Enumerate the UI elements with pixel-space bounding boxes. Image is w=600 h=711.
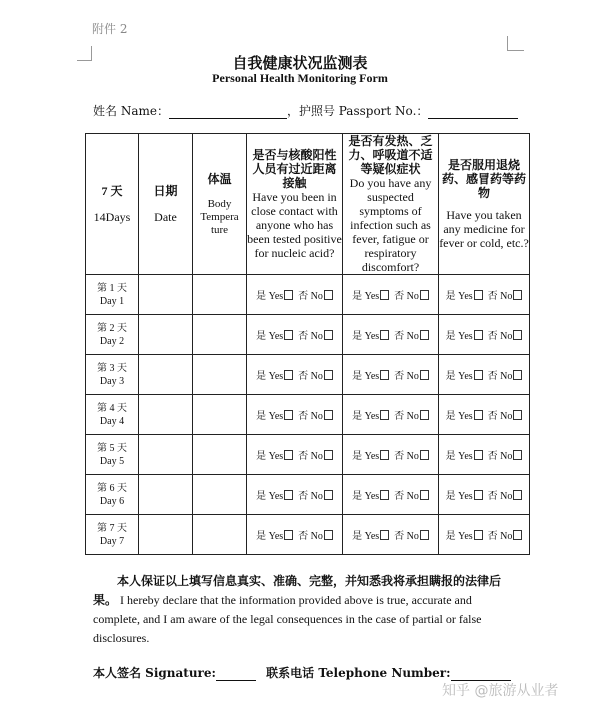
no-option[interactable]: 否 No — [488, 411, 523, 422]
symptoms-choice-cell — [343, 315, 439, 355]
attachment-label: 附件 2 — [92, 22, 128, 36]
header-temperature: 体温 Body Tempera ture — [193, 134, 247, 275]
no-option[interactable]: 否 No — [394, 451, 429, 462]
contact-choice-cell — [247, 355, 343, 395]
table-header-row — [86, 134, 530, 275]
checkbox-icon[interactable] — [513, 490, 522, 500]
checkbox-icon[interactable] — [324, 370, 333, 380]
date-cell[interactable] — [139, 475, 193, 515]
contact-choice-cell — [247, 435, 343, 475]
checkbox-icon[interactable] — [513, 410, 522, 420]
checkbox-icon[interactable] — [420, 490, 429, 500]
checkbox-icon[interactable] — [284, 490, 293, 500]
header-days: 7 天 14Days — [86, 134, 139, 275]
header-date: 日期 Date — [139, 134, 193, 275]
checkbox-icon[interactable] — [420, 450, 429, 460]
yes-option[interactable]: 是 Yes — [352, 291, 389, 302]
checkbox-icon[interactable] — [380, 410, 389, 420]
day-label-cn: 第 3 天 — [97, 362, 127, 374]
temperature-cell[interactable] — [193, 475, 247, 515]
no-option[interactable]: 否 No — [298, 451, 333, 462]
yes-option[interactable]: 是 Yes — [352, 531, 389, 542]
checkbox-icon[interactable] — [474, 490, 483, 500]
checkbox-icon[interactable] — [474, 330, 483, 340]
header-close-contact: 是否与核酸阳性人员有过近距离接触 Have you been in close contact with anyone who has been tested positive for nucleic acid? — [247, 134, 343, 275]
symptoms-choice-cell — [343, 395, 439, 435]
margin-corner-mark-right — [507, 36, 524, 51]
checkbox-icon[interactable] — [284, 450, 293, 460]
signature-label: 本人签名 Signature: — [93, 666, 216, 680]
checkbox-icon[interactable] — [284, 370, 293, 380]
temperature-cell[interactable] — [193, 315, 247, 355]
day-cell — [86, 515, 139, 555]
contact-choice-cell — [247, 515, 343, 555]
day-label-cn: 第 7 天 — [97, 522, 127, 534]
table-row — [86, 315, 530, 355]
checkbox-icon[interactable] — [474, 410, 483, 420]
no-option[interactable]: 否 No — [394, 411, 429, 422]
checkbox-icon[interactable] — [513, 370, 522, 380]
date-cell[interactable] — [139, 355, 193, 395]
day-cell — [86, 355, 139, 395]
date-cell[interactable] — [139, 275, 193, 315]
checkbox-icon[interactable] — [380, 370, 389, 380]
yes-option[interactable]: 是 Yes — [256, 451, 293, 462]
checkbox-icon[interactable] — [324, 530, 333, 540]
day-label-cn: 第 2 天 — [97, 322, 127, 334]
declaration-english: I hereby declare that the information provided above is true, accurate and complete, and I am aware of the legal consequences in the case of partial or false disclosures. — [93, 593, 482, 645]
signature-field[interactable] — [216, 668, 256, 681]
symptoms-choice-cell — [343, 355, 439, 395]
checkbox-icon[interactable] — [474, 530, 483, 540]
form-title-chinese: 自我健康状况监测表 — [232, 54, 368, 72]
day-cell — [86, 475, 139, 515]
yes-option[interactable]: 是 Yes — [352, 371, 389, 382]
checkbox-icon[interactable] — [513, 330, 522, 340]
yes-option[interactable]: 是 Yes — [352, 451, 389, 462]
no-option[interactable]: 否 No — [488, 531, 523, 542]
passport-label: ，护照号 Passport No.： — [286, 104, 429, 118]
signature-line — [93, 664, 511, 681]
checkbox-icon[interactable] — [324, 490, 333, 500]
checkbox-icon[interactable] — [284, 290, 293, 300]
yes-option[interactable]: 是 Yes — [352, 411, 389, 422]
table-row — [86, 275, 530, 315]
day-label-cn: 第 5 天 — [97, 442, 127, 454]
symptoms-choice-cell — [343, 275, 439, 315]
no-option[interactable]: 否 No — [298, 491, 333, 502]
no-option[interactable]: 否 No — [488, 491, 523, 502]
symptoms-choice-cell — [343, 515, 439, 555]
no-option[interactable]: 否 No — [394, 371, 429, 382]
header-medicine: 是否服用退烧药、感冒药等药物 Have you taken any medicine for fever or cold, etc.? — [439, 134, 530, 275]
checkbox-icon[interactable] — [420, 330, 429, 340]
date-cell[interactable] — [139, 395, 193, 435]
day-label-en: Day 4 — [99, 415, 125, 427]
symptoms-choice-cell — [343, 435, 439, 475]
yes-option[interactable]: 是 Yes — [256, 491, 293, 502]
day-cell — [86, 435, 139, 475]
no-option[interactable]: 否 No — [298, 411, 333, 422]
day-label-en: Day 2 — [99, 335, 125, 347]
yes-option[interactable]: 是 Yes — [256, 411, 293, 422]
medicine-choice-cell — [439, 275, 530, 315]
name-label: 姓名 Name： — [93, 104, 169, 118]
yes-option[interactable]: 是 Yes — [446, 411, 483, 422]
date-cell[interactable] — [139, 435, 193, 475]
declaration-paragraph — [93, 572, 513, 648]
checkbox-icon[interactable] — [474, 450, 483, 460]
day-label-cn: 第 1 天 — [97, 282, 127, 294]
no-option[interactable]: 否 No — [488, 331, 523, 342]
no-option[interactable]: 否 No — [394, 331, 429, 342]
yes-option[interactable]: 是 Yes — [446, 451, 483, 462]
checkbox-icon[interactable] — [380, 530, 389, 540]
yes-option[interactable]: 是 Yes — [446, 531, 483, 542]
checkbox-icon[interactable] — [380, 290, 389, 300]
checkbox-icon[interactable] — [324, 330, 333, 340]
temperature-cell[interactable] — [193, 275, 247, 315]
day-label-en: Day 3 — [99, 375, 125, 387]
day-label-cn: 第 4 天 — [97, 402, 127, 414]
day-label-cn: 第 6 天 — [97, 482, 127, 494]
checkbox-icon[interactable] — [284, 330, 293, 340]
checkbox-icon[interactable] — [513, 450, 522, 460]
medicine-choice-cell — [439, 355, 530, 395]
table-row — [86, 355, 530, 395]
checkbox-icon[interactable] — [324, 450, 333, 460]
temperature-cell[interactable] — [193, 515, 247, 555]
table-row — [86, 475, 530, 515]
checkbox-icon[interactable] — [380, 330, 389, 340]
no-option[interactable]: 否 No — [298, 531, 333, 542]
checkbox-icon[interactable] — [284, 530, 293, 540]
checkbox-icon[interactable] — [474, 370, 483, 380]
yes-option[interactable]: 是 Yes — [256, 331, 293, 342]
header-symptoms: 是否有发热、乏力、呼吸道不适等疑似症状 Do you have any suspected symptoms of infection such as fever, fatigue or respiratory discomfort? — [343, 134, 439, 275]
checkbox-icon[interactable] — [380, 450, 389, 460]
no-option[interactable]: 否 No — [394, 491, 429, 502]
day-label-en: Day 5 — [99, 455, 125, 467]
name-field[interactable] — [169, 106, 287, 119]
date-cell[interactable] — [139, 515, 193, 555]
watermark: 知乎 @旅游从业者 — [442, 683, 559, 699]
yes-option[interactable]: 是 Yes — [256, 291, 293, 302]
temperature-cell[interactable] — [193, 395, 247, 435]
yes-option[interactable]: 是 Yes — [352, 491, 389, 502]
no-option[interactable]: 否 No — [488, 291, 523, 302]
day-label-en: Day 6 — [99, 495, 125, 507]
no-option[interactable]: 否 No — [298, 371, 333, 382]
day-cell — [86, 395, 139, 435]
contact-choice-cell — [247, 275, 343, 315]
yes-option[interactable]: 是 Yes — [446, 371, 483, 382]
contact-choice-cell — [247, 315, 343, 355]
yes-option[interactable]: 是 Yes — [446, 491, 483, 502]
phone-label: 联系电话 Telephone Number: — [266, 666, 451, 680]
checkbox-icon[interactable] — [420, 530, 429, 540]
declaration-chinese: 本人保证以上填写信息真实、准确、完整，并知悉我将承担瞒报的法律后果。 — [93, 574, 502, 607]
no-option[interactable]: 否 No — [394, 291, 429, 302]
checkbox-icon[interactable] — [380, 490, 389, 500]
symptoms-choice-cell — [343, 475, 439, 515]
no-option[interactable]: 否 No — [394, 531, 429, 542]
medicine-choice-cell — [439, 395, 530, 435]
day-cell — [86, 315, 139, 355]
yes-option[interactable]: 是 Yes — [256, 371, 293, 382]
no-option[interactable]: 否 No — [298, 331, 333, 342]
checkbox-icon[interactable] — [420, 290, 429, 300]
checkbox-icon[interactable] — [284, 410, 293, 420]
yes-option[interactable]: 是 Yes — [446, 331, 483, 342]
table-row — [86, 435, 530, 475]
checkbox-icon[interactable] — [474, 290, 483, 300]
checkbox-icon[interactable] — [513, 290, 522, 300]
contact-choice-cell — [247, 475, 343, 515]
identity-line — [93, 102, 518, 119]
medicine-choice-cell — [439, 515, 530, 555]
yes-option[interactable]: 是 Yes — [256, 531, 293, 542]
day-label-en: Day 1 — [99, 295, 125, 307]
checkbox-icon[interactable] — [420, 370, 429, 380]
temperature-cell[interactable] — [193, 355, 247, 395]
passport-field[interactable] — [428, 106, 518, 119]
contact-choice-cell — [247, 395, 343, 435]
day-label-en: Day 7 — [99, 535, 125, 547]
temperature-cell[interactable] — [193, 435, 247, 475]
checkbox-icon[interactable] — [324, 410, 333, 420]
table-row — [86, 515, 530, 555]
medicine-choice-cell — [439, 435, 530, 475]
medicine-choice-cell — [439, 475, 530, 515]
no-option[interactable]: 否 No — [488, 451, 523, 462]
no-option[interactable]: 否 No — [488, 371, 523, 382]
checkbox-icon[interactable] — [420, 410, 429, 420]
date-cell[interactable] — [139, 315, 193, 355]
no-option[interactable]: 否 No — [298, 291, 333, 302]
day-cell — [86, 275, 139, 315]
checkbox-icon[interactable] — [513, 530, 522, 540]
monitoring-table — [85, 133, 530, 555]
checkbox-icon[interactable] — [324, 290, 333, 300]
medicine-choice-cell — [439, 315, 530, 355]
yes-option[interactable]: 是 Yes — [446, 291, 483, 302]
form-title-english: Personal Health Monitoring Form — [212, 71, 388, 85]
yes-option[interactable]: 是 Yes — [352, 331, 389, 342]
table-row — [86, 395, 530, 435]
